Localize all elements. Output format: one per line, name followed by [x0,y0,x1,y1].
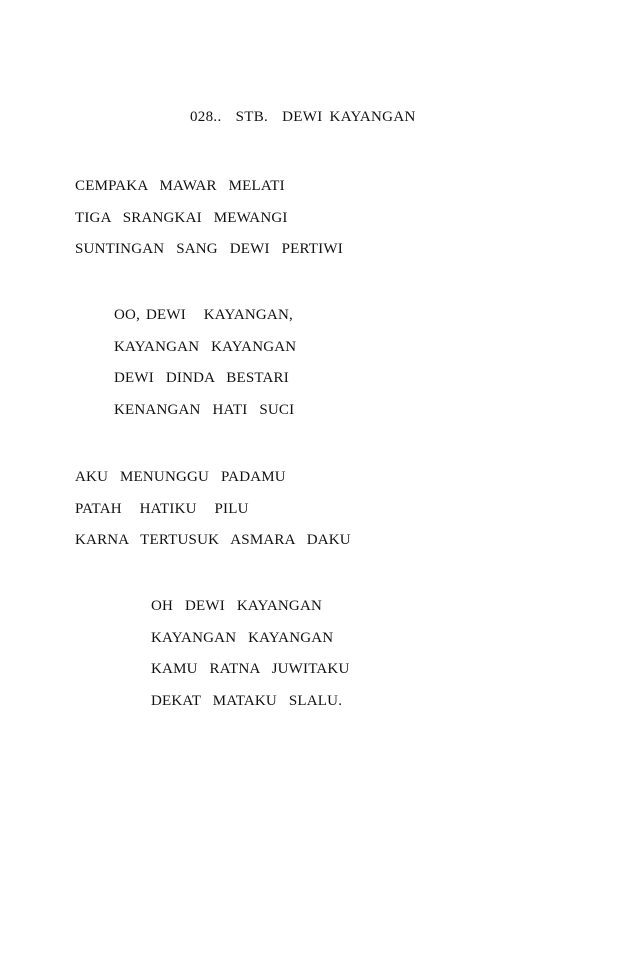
stanza-2-chorus [114,305,296,431]
lyric-line: PATAH HATIKU PILU [75,500,249,517]
stanza-3 [75,467,351,562]
stanza-4-chorus [151,596,350,722]
song-title: 028.. STB. DEWI KAYANGAN [190,109,416,125]
lyric-line: KAYANGAN KAYANGAN [151,629,334,646]
lyric-line: KENANGAN HATI SUCI [114,401,295,418]
lyric-line: SUNTINGAN SANG DEWI PERTIWI [75,241,343,257]
lyric-line: DEKAT MATAKU SLALU. [151,692,343,709]
lyric-line: CEMPAKA MAWAR MELATI [75,178,285,194]
lyric-line: OH DEWI KAYANGAN [151,598,323,614]
lyric-line: KAMU RATNA JUWITAKU [151,661,350,677]
stanza-1 [75,176,343,271]
lyric-line: KAYANGAN KAYANGAN [114,338,297,355]
lyric-line: OO, DEWI KAYANGAN, [114,307,293,323]
lyric-line: KARNA TERTUSUK ASMARA DAKU [75,532,351,548]
lyric-line: AKU MENUNGGU PADAMU [75,469,286,485]
lyric-line: TIGA SRANGKAI MEWANGI [75,209,288,226]
lyric-line: DEWI DINDA BESTARI [114,370,289,386]
